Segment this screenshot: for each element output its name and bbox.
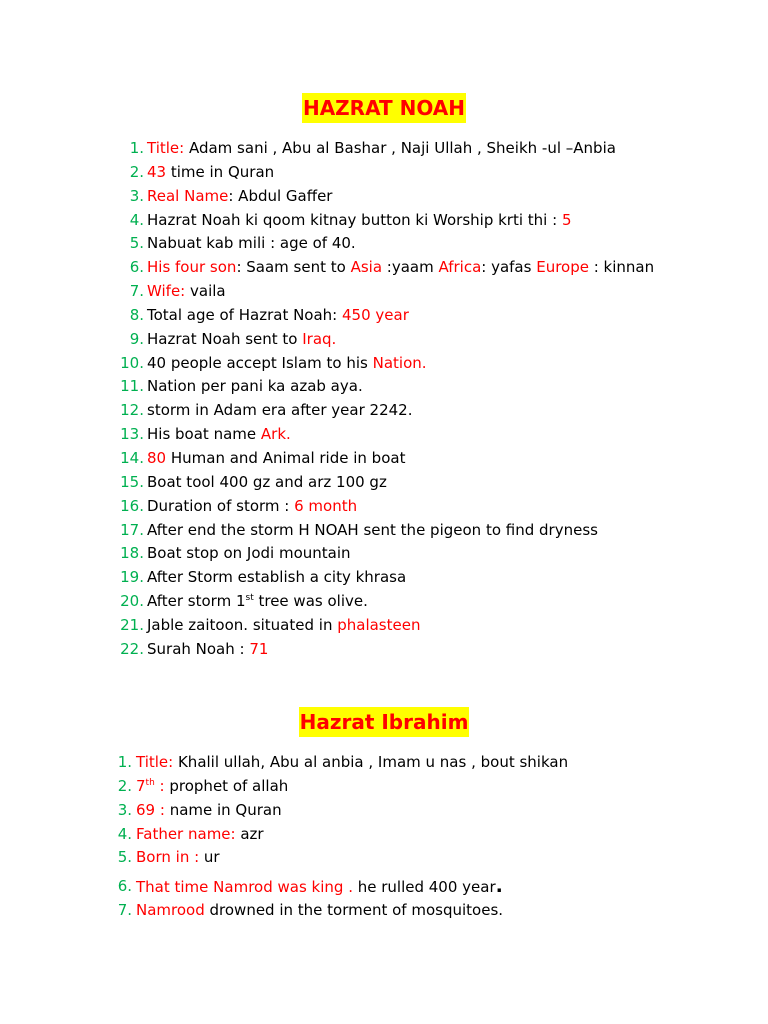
list-number: 3. bbox=[129, 186, 144, 205]
text-run: Total age of Hazrat Noah: bbox=[147, 305, 343, 324]
text-run: 43 bbox=[147, 162, 167, 181]
text-run: Surah Noah : bbox=[147, 639, 250, 658]
list-number: 22. bbox=[120, 639, 144, 658]
text-run: 450 year bbox=[342, 305, 409, 324]
list-item-text bbox=[147, 519, 598, 543]
list-item-text bbox=[136, 846, 220, 870]
text-run: 69 : bbox=[136, 800, 170, 819]
text-run: Nabuat kab mili : age of 40. bbox=[147, 234, 356, 253]
text-run: st bbox=[245, 593, 254, 604]
text-run: tree was olive. bbox=[253, 592, 368, 611]
list-item bbox=[0, 614, 768, 638]
list-number: 14. bbox=[120, 448, 144, 467]
text-run: 7 bbox=[136, 776, 146, 795]
text-run: 80 bbox=[147, 448, 167, 467]
list-item bbox=[0, 304, 768, 328]
list-number: 2. bbox=[129, 162, 144, 181]
list-number: 1. bbox=[129, 139, 144, 157]
list-item bbox=[0, 423, 768, 447]
list-item-text bbox=[147, 566, 406, 590]
text-run: Jable zaitoon. situated in bbox=[147, 615, 338, 634]
text-run: :yaam bbox=[382, 258, 439, 277]
list-number: 3. bbox=[117, 800, 132, 819]
list-item bbox=[0, 328, 768, 352]
text-run: Hazrat Noah ki qoom kitnay button ki Worship krti thi : bbox=[147, 210, 562, 229]
list-number: 11. bbox=[120, 377, 144, 396]
list-number: 7. bbox=[117, 901, 132, 920]
list-number: 6. bbox=[117, 877, 132, 896]
list-number: 6. bbox=[129, 258, 144, 277]
list-item bbox=[0, 232, 768, 256]
list-number: 12. bbox=[120, 401, 144, 420]
ibrahim-facts-list bbox=[0, 751, 768, 923]
list-item-text bbox=[147, 209, 571, 233]
list-number: 19. bbox=[120, 568, 144, 587]
list-item-text bbox=[147, 185, 332, 209]
ibrahim-heading-wrap bbox=[0, 707, 768, 737]
list-item bbox=[0, 447, 768, 471]
list-item-text bbox=[147, 495, 357, 519]
text-run: Namrood bbox=[136, 901, 205, 920]
text-run: Ark. bbox=[260, 425, 291, 444]
text-run: Real Name bbox=[147, 186, 229, 205]
list-item bbox=[0, 209, 768, 233]
list-item-text bbox=[136, 899, 503, 923]
list-item-text bbox=[147, 399, 412, 423]
list-number: 20. bbox=[120, 592, 144, 611]
text-run: Asia bbox=[350, 258, 383, 277]
text-run: After end the storm H NOAH sent the pigeon to find dryness bbox=[147, 520, 598, 539]
list-item-text bbox=[147, 423, 291, 447]
noah-heading: HAZRAT NOAH bbox=[302, 93, 466, 123]
text-run: Adam sani , Abu al Bashar , Naji Ullah , Sheikh -ul –Anbia bbox=[184, 139, 616, 157]
list-item bbox=[0, 590, 768, 614]
text-run: 71 bbox=[249, 639, 269, 658]
text-run: : yafas bbox=[481, 258, 537, 277]
list-item-text bbox=[147, 256, 654, 280]
text-run: ur bbox=[203, 848, 220, 867]
text-run: : Saam sent to bbox=[236, 258, 351, 277]
text-run: Nation. bbox=[372, 353, 427, 372]
list-number: 10. bbox=[120, 353, 144, 372]
noah-heading-wrap bbox=[0, 93, 768, 123]
list-item bbox=[0, 823, 768, 847]
list-item bbox=[0, 495, 768, 519]
text-run: Human and Animal ride in boat bbox=[166, 448, 406, 467]
text-run: : Abdul Gaffer bbox=[228, 186, 333, 205]
text-run: Duration of storm : bbox=[147, 496, 295, 515]
list-item-text bbox=[147, 232, 356, 256]
text-run: His boat name bbox=[147, 425, 261, 444]
list-number: 9. bbox=[129, 329, 144, 348]
list-item-text bbox=[136, 875, 503, 900]
list-item bbox=[0, 542, 768, 566]
list-number: 8. bbox=[129, 305, 144, 324]
list-number: 15. bbox=[120, 472, 144, 491]
list-item bbox=[0, 399, 768, 423]
list-item bbox=[0, 352, 768, 376]
list-number: 2. bbox=[117, 776, 132, 795]
text-run: 6 month bbox=[294, 496, 358, 515]
list-item bbox=[0, 185, 768, 209]
list-item-text bbox=[136, 823, 264, 847]
list-item bbox=[0, 256, 768, 280]
list-item-text bbox=[147, 280, 226, 304]
list-item bbox=[0, 799, 768, 823]
text-run: th bbox=[145, 777, 155, 788]
list-number: 17. bbox=[120, 520, 144, 539]
text-run: That time Namrod was king . bbox=[136, 878, 358, 897]
list-item-text bbox=[136, 775, 288, 799]
noah-facts-list bbox=[0, 137, 768, 662]
list-item-text bbox=[147, 614, 420, 638]
text-run: 5 bbox=[561, 210, 572, 229]
text-run: phalasteen bbox=[337, 615, 421, 634]
list-item-text bbox=[136, 799, 282, 823]
list-number: 5. bbox=[117, 848, 132, 867]
list-item-text bbox=[147, 471, 387, 495]
list-item bbox=[0, 471, 768, 495]
list-number: 7. bbox=[129, 282, 144, 301]
list-number: 18. bbox=[120, 544, 144, 563]
text-run: . bbox=[495, 875, 503, 898]
text-run: Iraq. bbox=[302, 329, 337, 348]
list-item bbox=[0, 846, 768, 870]
text-run: Father name: bbox=[136, 824, 236, 843]
text-run: After storm 1 bbox=[147, 592, 246, 611]
text-run: name in Quran bbox=[169, 800, 282, 819]
text-run: After Storm establish a city khrasa bbox=[147, 568, 407, 587]
list-number: 16. bbox=[120, 496, 144, 515]
list-item bbox=[0, 519, 768, 543]
list-item-text bbox=[147, 328, 336, 352]
text-run: drowned in the torment of mosquitoes. bbox=[204, 901, 504, 920]
list-number: 4. bbox=[129, 210, 144, 229]
list-item-text bbox=[147, 304, 409, 328]
text-run: Khalil ullah, Abu al anbia , Imam u nas , bout shikan bbox=[173, 753, 569, 771]
text-run: Boat stop on Jodi mountain bbox=[147, 544, 351, 563]
list-item-text bbox=[147, 447, 405, 471]
text-run: Title: bbox=[136, 753, 174, 771]
list-number: 4. bbox=[117, 824, 132, 843]
list-number: 13. bbox=[120, 425, 144, 444]
list-item bbox=[0, 638, 768, 662]
text-run: : kinnan bbox=[588, 258, 655, 277]
text-run: 40 people accept Islam to his bbox=[147, 353, 373, 372]
text-run: Title: bbox=[147, 139, 185, 157]
list-item bbox=[0, 875, 768, 899]
ibrahim-heading: Hazrat Ibrahim bbox=[299, 707, 470, 737]
text-run: he rulled 400 year bbox=[357, 878, 496, 897]
list-item bbox=[0, 161, 768, 185]
list-item bbox=[0, 751, 768, 775]
list-item-text bbox=[147, 352, 427, 376]
text-run: Born in : bbox=[136, 848, 204, 867]
text-run: : bbox=[154, 776, 170, 795]
text-run: Europe bbox=[536, 258, 589, 277]
list-item-text bbox=[147, 161, 274, 185]
list-item-text bbox=[136, 751, 568, 775]
list-number: 1. bbox=[117, 753, 132, 771]
list-item bbox=[0, 280, 768, 304]
list-number: 5. bbox=[129, 234, 144, 253]
list-item-text bbox=[147, 542, 351, 566]
text-run: Africa bbox=[438, 258, 482, 277]
text-run: Wife: bbox=[147, 282, 186, 301]
list-item bbox=[0, 375, 768, 399]
list-item bbox=[0, 775, 768, 799]
list-item-text bbox=[147, 590, 368, 614]
text-run: Nation per pani ka azab aya. bbox=[147, 377, 363, 396]
list-item-text bbox=[147, 375, 363, 399]
text-run: His four son bbox=[147, 258, 237, 277]
text-run: Boat tool 400 gz and arz 100 gz bbox=[147, 472, 387, 491]
text-run: vaila bbox=[185, 282, 226, 301]
list-item bbox=[0, 137, 768, 161]
text-run: prophet of allah bbox=[169, 776, 289, 795]
text-run: time in Quran bbox=[166, 162, 275, 181]
text-run: azr bbox=[235, 824, 264, 843]
text-run: storm in Adam era after year 2242. bbox=[147, 401, 413, 420]
list-item bbox=[0, 899, 768, 923]
list-item-text bbox=[147, 137, 616, 161]
list-number: 21. bbox=[120, 615, 144, 634]
text-run: Hazrat Noah sent to bbox=[147, 329, 303, 348]
list-item bbox=[0, 566, 768, 590]
list-item-text bbox=[147, 638, 268, 662]
